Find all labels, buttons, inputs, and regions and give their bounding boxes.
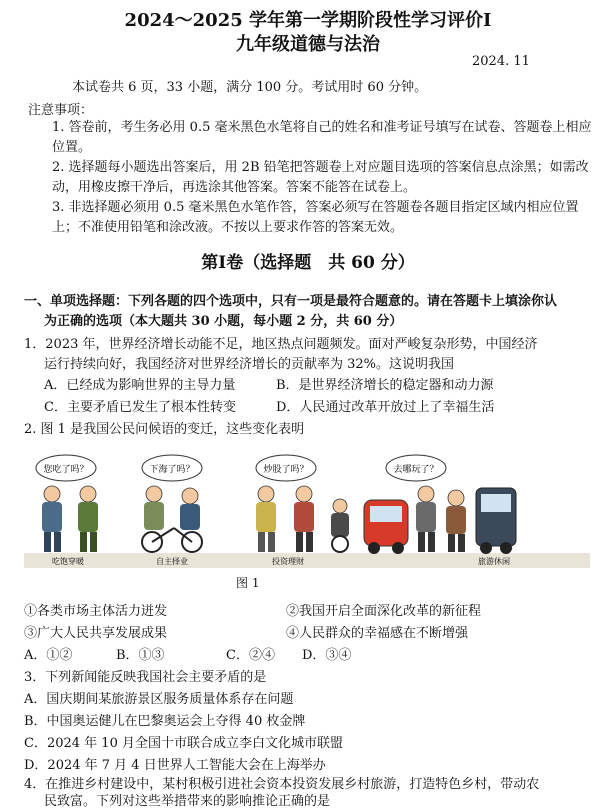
bubble-text-4: 去哪玩了？ (393, 465, 439, 475)
note-item-1: 1. 答卷前，考生务必用 0.5 毫米黑色水笔将自己的姓名和准考证号填写在试卷、答题卷上相应位置。 (52, 120, 592, 155)
exam-intro: 本试卷共 6 页，33 小题，满分 100 分。考试用时 60 分钟。 (72, 80, 428, 95)
notes-heading: 注意事项： (28, 103, 94, 118)
q1-option-b: B．是世界经济增长的稳定器和动力源 (276, 378, 494, 393)
comic-panel-career (142, 455, 202, 566)
caption-2: 自主择业 (156, 557, 188, 566)
note-item-2: 2. 选择题每小题选出答案后，用 2B 铅笔把答题卷上对应题目选项的答案信息点涂黑；如需改动，用橡皮擦干净后，再选涂其他答案。答案不能答在试卷上。 (52, 160, 589, 195)
q4-stem-line1: 4．在推进乡村建设中，某村积极引进社会资本投资发展乡村旅游，打造特色乡村，带动农 (24, 777, 540, 792)
q2-option-b: B．①③ (116, 648, 165, 663)
q2-stem: 2. 图 1 是我国公民问候语的变迁，这些变化表明 (24, 422, 305, 437)
section-title: 第Ⅰ卷（选择题 共 60 分） (201, 253, 415, 273)
comic-panel-travel (364, 455, 516, 566)
q2-option-c: C．②④ (226, 648, 275, 663)
q3-option-c: C．2024 年 10 月全国十市联合成立李白文化城市联盟 (24, 736, 343, 751)
note-item-3: 3. 非选择题必须用 0.5 毫米黑色水笔作答，答案必须写在答题卷各题目指定区域内相应位置上；不准使用铅笔和涂改液。不按以上要求作答的答案无效。 (52, 200, 579, 235)
q2-statement-3: ③广大人民共享发展成果 (24, 626, 168, 641)
q2-statement-1: ①各类市场主体活力迸发 (24, 604, 168, 619)
bubble-text-3: 炒股了吗？ (263, 465, 309, 475)
bubble-text-1: 您吃了吗？ (43, 465, 89, 475)
q2-statement-2: ②我国开启全面深化改革的新征程 (286, 604, 482, 619)
exam-date: 2024. 11 (472, 54, 530, 69)
q3-option-b: B．中国奥运健儿在巴黎奥运会上夺得 40 枚金牌 (24, 714, 306, 729)
q1-option-c: C．主要矛盾已发生了根本性转变 (44, 400, 236, 415)
q3-stem: 3．下列新闻能反映我国社会主要矛盾的是 (24, 670, 267, 685)
q1-stem-line1: 1．2023 年，世界经济增长动能不足，地区热点问题频发。面对严峻复杂形势，中国经济 (24, 337, 538, 352)
q2-statement-4: ④人民群众的幸福感在不断增强 (286, 626, 469, 641)
exam-title: 2024～2025 学年第一学期阶段性学习评价Ⅰ (124, 10, 492, 31)
q1-option-a: A．已经成为影响世界的主导力量 (44, 378, 236, 393)
caption-3: 投资理财 (272, 557, 304, 566)
exam-subject: 九年级道德与法治 (236, 34, 380, 55)
q2-option-d: D．③④ (302, 648, 352, 663)
q4-stem-line2: 民致富。下列对这些举措带来的影响推论正确的是 (44, 794, 331, 809)
comic-panel-invest (256, 455, 349, 566)
part-heading-line2: 为正确的选项（本大题共 30 小题，每小题 2 分，共 60 分） (44, 314, 403, 329)
comic-panel-food (36, 455, 98, 566)
q1-stem-line2: 运行持续向好，我国经济对世界经济增长的贡献率为 32%。这说明我国 (44, 357, 455, 372)
bubble-text-2: 下海了吗？ (149, 465, 195, 475)
q1-option-d: D．人民通过改革开放过上了幸福生活 (276, 400, 495, 415)
part-heading-line1: 一、单项选择题：下列各题的四个选项中，只有一项是最符合题意的。请在答题卡上填涂你认 (24, 294, 558, 309)
caption-4: 旅游休闲 (478, 557, 510, 566)
q3-option-a: A．国庆期间某旅游景区服务质量体系存在问题 (24, 692, 294, 707)
greeting-comic-figure (24, 448, 590, 568)
figure-caption: 图 1 (236, 576, 260, 590)
q2-option-a: A．①② (24, 648, 73, 663)
caption-1: 吃饱穿暖 (52, 557, 84, 566)
q3-option-d: D．2024 年 7 月 4 日世界人工智能大会在上海举办 (24, 758, 326, 773)
